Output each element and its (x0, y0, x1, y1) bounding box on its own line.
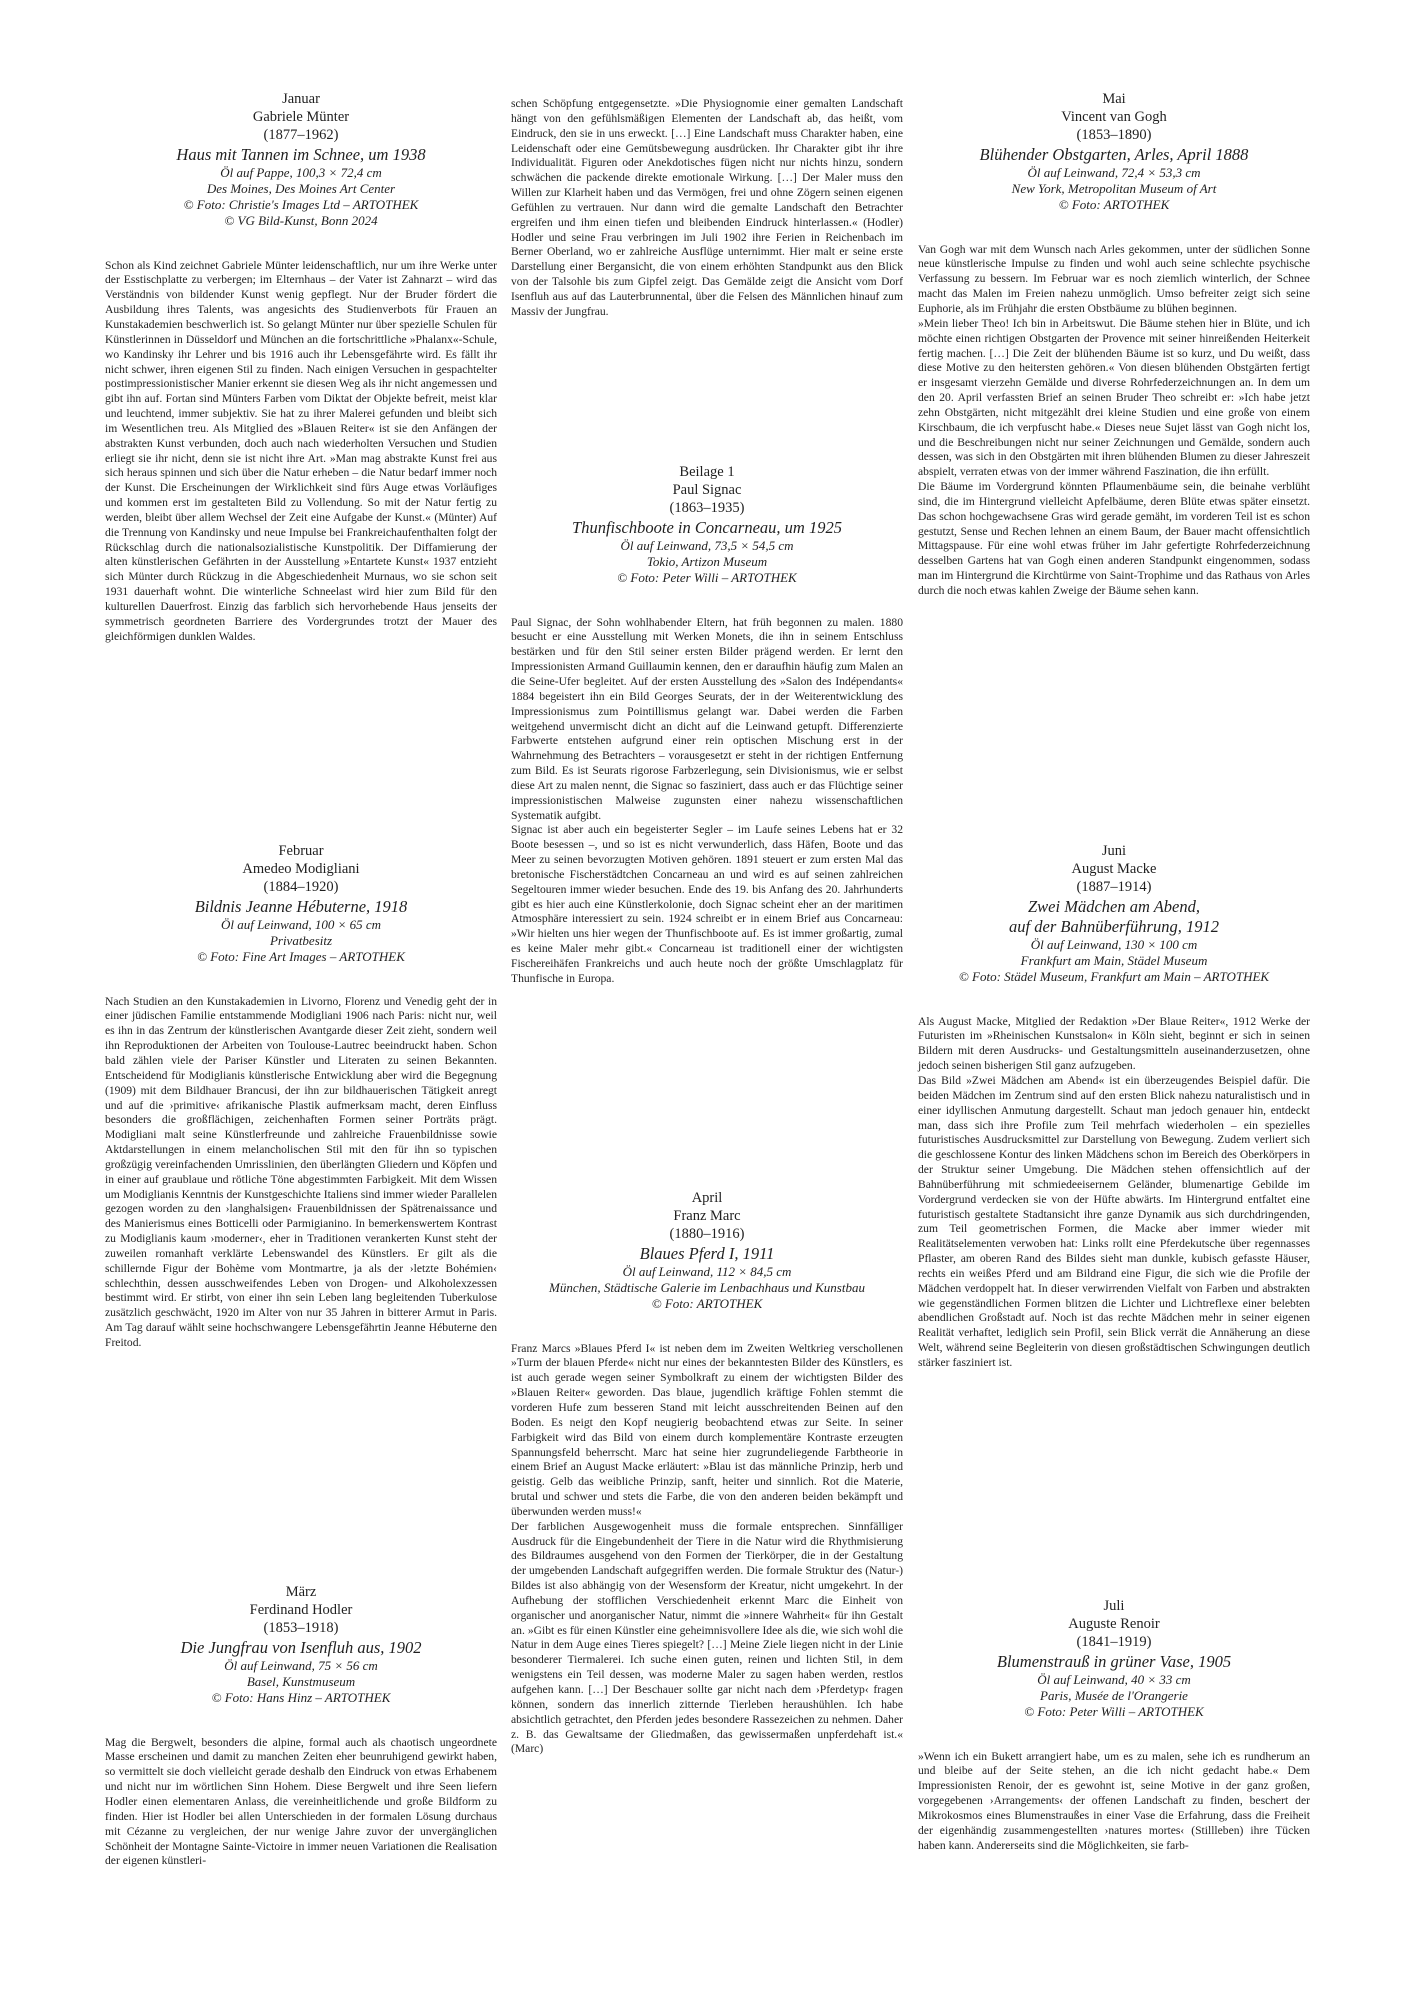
month-label: Beilage 1 (679, 464, 735, 480)
artwork-medium: Öl auf Leinwand, 73,5 × 54,5 cm (620, 537, 794, 553)
artist-years: (1841–1919) (1076, 1634, 1152, 1651)
artwork-location: Privatbesitz (269, 932, 333, 948)
paragraph: Schon als Kind zeichnet Gabriele Münter leidenschaftlich, nur um ihre Werke unter der Esstischplatte zu verbergen; im Elternhaus – der Vater ist Zahnarzt – wird das Verständnis von bildender Kunst wenig gepflegt. Nur der Bruder fördert die Ausbildung ihres Talents, was angesichts des Studienverbots für Frauen an Kunstakademien beschwerlich ist. So gelangt Münter nur über spezielle Schulen für Künstlerinnen in Düsseldorf und München an die fortschrittliche »Phalanx«-Schule, wo Kandinsky ihr Lehrer und bis 1916 auch ihr Lebensgefährte wird. Es fällt ihr nicht schwer, ihren eigenen Stil zu finden. Nach einigen Versuchen in gespachtelter postimpressionistischer Manier erkennt sie diesen Weg als ihr nicht angemessen und gibt ihn auf. Fortan sind Münters Farben vom Diktat der Objekte befreit, meist klar und leuchtend, immer subjektiv. Sie hat zu ihrer Malerei gefunden und bleibt sich im Wesentlichen treu. Als Mitglied des »Blauen Reiter« ist sie den Anfängen der abstrakten Kunst verbunden, doch auch nach wiederholten Versuchen und Studien erliegt sie ihr nicht, denn sie ist nicht ihre Art. »Man mag abstrakte Kunst frei aus sich heraus spinnen und sich über die Natur erheben – die Natur bedarf immer noch der Kunst. Die Erscheinungen der Wirklichkeit sind fürs Auge etwas Vorläufiges und kommen erst im gestalteten Bild zu Vollendung. So mit der Natur fertig zu werden, bleibt über allem Wechsel der Zeit eine Aufgabe der Kunst.« (Münter) Auf die Trennung von Kandinsky und neue Impulse bei Frankreichaufenthalten folgt der Rückschlag durch die nationalsozialistische Kunstpolitik. Der Diffamierung der alten künstlerischen Gefährten in der Ausstellung »Entartete Kunst« 1937 entzieht sich Münter durch Rückzug in die Abgeschiedenheit Murnaus, wo sie schon seit 1931 dauerhaft wohnt. Die winterliche Schneelast wird hier zum Bild für den kulturellen Dauerfrost. Einzig das farblich sich hervorhebende Haus jenseits der symmetrisch geordneten Barriere des Vordergrundes trotzt der Mauer des gleichförmigen dunklen Waldes. (105, 258, 497, 643)
artist-years: (1880–1916) (669, 1226, 745, 1243)
paragraph: Das Bild »Zwei Mädchen am Abend« ist ein überzeugendes Beispiel dafür. Die beiden Mädchen im Zentrum sind auf den ersten Blick nahezu naturalistisch und in einer idyllischen Anmutung dargestellt. Schaut man jedoch genauer hin, entdeckt man, dass sich ihre Profile zum Teil mehrfach wiederholen – ein spezielles futuristisches Ausdrucksmittel zur Darstellung von Bewegung. Zudem verliert sich die geschlossene Kontur des linken Mädchens schon im Bereich des Oberkörpers in der Struktur seiner Umgebung. Die Mädchen stehen offensichtlich auf der Bahnüberführung mit schmiedeeisernem Geländer, blumenartige Gebilde im Vordergrund verdecken sie von der Hüfte abwärts. Im Hintergrund entfaltet eine futuristisch gestaltete Stadtansicht ihre ganze Dynamik aus sich durchdringenden, zum Teil geometrischen Formen, die Macke aber immer wieder mit Realitätselementen verwoben hat: Links rollt eine Pferdekutsche über regennasses Pflaster, am oberen Rand des Bildes sieht man dunkle, kubisch gefasste Häuser, rechts ein weißes Pferd und am Bildrand eine Figur, die sich wie die Profile der Mädchen verdoppelt hat. In dieser verwirrenden Vielfalt von Farben und abstrakten wie gegenständlichen Formen blitzen die Lichter und Lichtreflexe einer belebten abendlichen Großstadt auf. Noch ist das rechte Mädchen mehr in seiner eigenen Realität verhaftet, lediglich sein Profil, sein Blick verrät die Annäherung an diese Welt, während seine Begleiterin von diesen großstädtischen Schwingungen deutlich stärker fasziniert ist. (918, 1073, 1310, 1370)
entry-april (511, 1189, 903, 1757)
entry-text (105, 995, 497, 1351)
entry-text (511, 1342, 903, 1758)
month-label: Januar (282, 91, 320, 107)
entry-header (511, 463, 903, 586)
copyright-credit: © VG Bild-Kunst, Bonn 2024 (224, 212, 378, 228)
artwork-medium: Öl auf Leinwand, 40 × 33 cm (1037, 1671, 1191, 1687)
month-label: Februar (278, 843, 324, 859)
artwork-medium: Öl auf Leinwand, 72,4 × 53,3 cm (1027, 164, 1201, 180)
artwork-medium: Öl auf Leinwand, 130 × 100 cm (1030, 936, 1198, 952)
entry-juni (918, 842, 1310, 1371)
photo-credit: © Foto: Städel Museum, Frankfurt am Main – ARTOTHEK (958, 968, 1270, 984)
paragraph: schen Schöpfung entgegensetzte. »Die Physiognomie einer gemalten Landschaft hängt von den gefühlsmäßigen Elementen der Landschaft ab, das heißt, vom Eindruck, den sie in uns erweckt. […] Eine Landschaft muss Charakter haben, eine Leidenschaft oder eine Gemütsbewegung ausdrücken. Ihr Charakter gibt ihr ihre Individualität. Figuren oder Anekdotisches fügen nicht nur nichts hinzu, sondern schwächen die packende direkte emotionale Wirkung. […] Der Maler muss den Willen zur Klarheit haben und das Vermögen, frei und ohne Zögern seinen eigenen Gefühlen zu vertrauen. Nur dann wird die gemalte Landschaft den Betrachter ergreifen und ihm einen tiefen und bleibenden Eindruck hinterlassen.« (Hodler) Hodler und seine Frau verbringen im Juli 1902 ihre Ferien in Reichenbach im Berner Oberland, wo er zahlreiche Ausflüge unternimmt. Hier malt er seine erste Darstellung einer Bergansicht, die von einem erhöhten Standpunkt aus den Blick von der Talsohle bis zum Gipfel zeigt. Das Gemälde zeigt die Ansicht vom Dorf Isenfluh aus auf das Lauterbrunnental, über die Felsen des Männlichen hinauf zum Massiv der Jungfrau. (511, 97, 903, 318)
artist-name: Auguste Renoir (1068, 1616, 1160, 1633)
entry-juli (918, 1597, 1310, 1854)
entry-februar (105, 842, 497, 1351)
paragraph: Signac ist aber auch ein begeisterter Segler – im Laufe seines Lebens hat er 32 Boote besessen –, und so ist es nicht verwunderlich, dass Häfen, Boote und das Meer zu seinen bevorzugten Motiven gehören. 1891 steuert er zum ersten Mal das bretonische Fischerstädtchen Concarneau an und wird es auf seinen zahlreichen Segeltouren immer wieder besuchen. Ende des 19. bis Anfang des 20. Jahrhunderts gibt es hier auch eine Künstlerkolonie, doch Signac scheint eher an der maritimen Atmosphäre interessiert zu sein. 1924 schreibt er in einem Brief aus Concarneau: »Wir hielten uns hier wegen der Thunfischboote auf. Es ist immer großartig, zumal es keine Maler mehr gibt.« Concarneau ist traditionell einer der wichtigsten Fischereihäfen Frankreichs und auch heute noch der größte Umschlagplatz für Thunfische in Europa. (511, 823, 903, 985)
entry-maerz (105, 1583, 497, 1869)
artist-name: Franz Marc (673, 1208, 741, 1225)
photo-credit: © Foto: ARTOTHEK (651, 1295, 763, 1311)
entry-text-continued (511, 97, 903, 320)
entry-beilage (511, 463, 903, 987)
entry-header (105, 842, 497, 965)
entry-header (918, 1597, 1310, 1720)
artwork-location: Basel, Kunstmuseum (246, 1673, 356, 1689)
paragraph: »Mein lieber Theo! Ich bin in Arbeitswut. Die Bäume stehen hier in Blüte, und ich möchte einen richtigen Obstgarten der Provence mit seiner hinreißenden Heiterkeit fertig machen. […] Die Zeit der blühenden Bäume ist so kurz, und Du weißt, dass diese Motive zu den heitersten gehören.« Von diesen blühenden Obstgärten fertigt er insgesamt vierzehn Gemälde und diverse Rohrfederzeichnungen an. In dem um den 20. April verfassten Brief an seinen Bruder Theo schreibt er: »Ich habe jetzt zehn Obstgärten, nicht mitgezählt drei kleine Studien und eine große von einem Kirschbaum, die ich verpfuscht habe.« Dieses neue Sujet lässt van Gogh nicht los, und die Beschreibungen nicht nur seiner Zeichnungen und Gemälde, sondern auch dessen, was sich in den Obstgärten mit ihren blühenden Blumen zu dieser Jahreszeit abspielt, verraten etwas von der immer während Faszination, die ihn erfüllt. (918, 316, 1310, 479)
artist-years: (1877–1962) (263, 127, 339, 144)
artwork-location: Tokio, Artizon Museum (646, 553, 768, 569)
entry-text (105, 259, 497, 645)
photo-credit: © Foto: ARTOTHEK (1058, 196, 1170, 212)
photo-credit: © Foto: Fine Art Images – ARTOTHEK (197, 948, 405, 964)
artist-name: August Macke (1071, 861, 1157, 878)
month-label: Juni (1101, 843, 1127, 859)
artwork-location: New York, Metropolitan Museum of Art (1011, 180, 1217, 196)
artwork-title: Thunfischboote in Concarneau, um 1925 (572, 517, 842, 537)
photo-credit: © Foto: Hans Hinz – ARTOTHEK (211, 1689, 391, 1705)
artwork-location: München, Städtische Galerie im Lenbachhaus und Kunstbau (549, 1279, 865, 1295)
artist-name: Amedeo Modigliani (242, 861, 360, 878)
artwork-location: Des Moines, Des Moines Art Center (206, 180, 396, 196)
artwork-medium: Öl auf Leinwand, 112 × 84,5 cm (622, 1263, 792, 1279)
entry-header (105, 90, 497, 229)
artist-name: Ferdinand Hodler (249, 1602, 353, 1619)
paragraph: Der farblichen Ausgewogenheit muss die formale entsprechen. Sinnfälliger Ausdruck für die Eingebundenheit der Tiere in die Natur wird die Rhythmisierung des Bildraumes ausgehend von den Formen der Tierkörper, die in der Gestaltung der umgebenden Landschaft aufgegriffen werden. Die formale Struktur des (Natur-) Bildes ist also abhängig von der Wesensform der Kreatur, nicht umgekehrt. In der Aufhebung der stofflichen Verschiedenheit erkennt Marc die Einheit von organischer und anorganischer Natur, nimmt die »innere Wahrheit« für ihn Gestalt an. »Gibt es für einen Künstler eine geheimnisvollere Idee als die, wie sich wohl die Natur in dem Auge eines Tieres spiegelt? […] Meine Ziele liegen nicht in der Linie besonderer Tiermalerei. Ich suche einen guten, reinen und lichten Stil, in dem wenigstens ein Teil dessen, was moderne Maler zu sagen haben werden, restlos aufgehen kann. […] Der Beschauer sollte gar nicht nach dem ›Pferdetyp‹ fragen können, sondern das innerlich zitternde Tierleben heraushühlen. Ich habe absichtlich getrachtet, den Pferden jedes besondere Rassezeichen zu nehmen. Daher z. B. das Gewaltsame der Gliedmaßen, das gewissermaßen unpferdehaft ist.« (Marc) (511, 1519, 903, 1756)
entry-text (918, 1750, 1310, 1854)
artwork-title: Bildnis Jeanne Hébuterne, 1918 (194, 896, 408, 916)
entry-mai (918, 90, 1310, 599)
entry-header (918, 842, 1310, 985)
artist-years: (1884–1920) (263, 879, 339, 896)
paragraph: Mag die Bergwelt, besonders die alpine, formal auch als chaotisch ungeordnete Masse erscheinen und damit zu manchen Zeiten eher beunruhigend gewirkt haben, so vermittelt sie doch vielleicht gerade deshalb den Eindruck von etwas Erhabenem und nicht nur im wörtlichen Sinn Hohem. Diese Bergwelt und ihre Seen liefern Hodler einen elementaren Anlass, die vereinheitlichende und große Bildform zu finden. Hier ist Hodler bei allen Unterschieden in der formalen Lösung durchaus mit Cézanne zu vergleichen, der nur wenige Jahre zuvor der unvergänglichen Schönheit der Montagne Sainte-Victoire in immer neuen Variationen die Realisation der eigenen künstleri- (105, 1735, 497, 1868)
artwork-title: Blumenstrauß in grüner Vase, 1905 (996, 1651, 1232, 1671)
artist-years: (1853–1890) (1076, 127, 1152, 144)
artwork-medium: Öl auf Leinwand, 100 × 65 cm (220, 916, 382, 932)
paragraph: »Wenn ich ein Bukett arrangiert habe, um es zu malen, sehe ich es rundherum an und bleibe auf der Seite stehen, an die ich nicht gedacht habe.« Dem Impressionisten Renoir, der es gewohnt ist, seine Motive in der ganz großen, vorgegebenen ›Arrangements‹ der offenen Landschaft zu finden, beschert der Mikrokosmos eines Blumenstraußes in einer Vase die Erfahrung, dass die Freiheit der eigenhändig zusammengestellten ›natures mortes‹ (Stillleben) ihre Tücken haben kann. Andererseits sind die Möglichkeiten, sie farb- (918, 1749, 1310, 1852)
entry-januar (105, 90, 497, 645)
paragraph: Als August Macke, Mitglied der Redaktion »Der Blaue Reiter«, 1912 Werke der Futuristen im »Rheinischen Kunstsalon« in Köln sieht, beginnt er sich in seinen Bildern mit deren Ausdrucks- und Gestaltungsmitteln auseinanderzusetzen, ohne jedoch seinen bisherigen Stil ganz aufzugeben. (918, 1014, 1310, 1073)
artwork-title: Zwei Mädchen am Abend, (1027, 896, 1200, 916)
artwork-title: Blühender Obstgarten, Arles, April 1888 (979, 144, 1249, 164)
artwork-medium: Öl auf Leinwand, 75 × 56 cm (224, 1657, 378, 1673)
paragraph: Paul Signac, der Sohn wohlhabender Eltern, hat früh begonnen zu malen. 1880 besucht er eine Ausstellung mit Werken Monets, die ihn in seinem Entschluss bestärken und für den Stil seiner ersten Bilder prägend werden. Er lernt den Impressionisten Armand Guillaumin kennen, den er daraufhin häufig zum Malen an die Seine-Ufer begleitet. Auf der ersten Ausstellung des »Salon des Indépendants« 1884 begeistert ihn ein Bild Georges Seurats, der in der Weiterentwicklung des Impressionismus zum Pointillismus gelangt war. Dabei werden die Farben weitgehend unvermischt dicht an dicht auf die Leinwand getupft. Differenzierte Farbwerte entstehen aufgrund einer rein optischen Mischung erst in der Wahrnehmung des Betrachters – vorausgesetzt er steht in der richtigen Entfernung zum Bild. Es ist Seurats rigorose Farbzerlegung, sein Divisionismus, wie er selbst diese Art zu malen nennt, die Signac so fasziniert, dass auch er das Flüchtige seiner impressionistischen Malweise zugunsten einer nahezu wissenschaftlichen Systematik aufgibt. (511, 615, 903, 822)
entry-maerz-continuation (511, 97, 903, 320)
artwork-medium: Öl auf Pappe, 100,3 × 72,4 cm (220, 164, 382, 180)
paragraph: Franz Marcs »Blaues Pferd I« ist neben dem im Zweiten Weltkrieg verschollenen »Turm der blauen Pferde« nicht nur eines der bekanntesten Bilder des Künstlers, es ist auch gerade wegen seiner Symbolkraft zu einem der wichtigsten Bilder des »Blauen Reiter« geworden. Das blaue, jugendlich kräftige Fohlen stemmt die vorderen Hufe zum besseren Stand mit leicht ausschreitenden Beinen auf den Boden. Es neigt den Kopf neugierig beobachtend etwas zur Seite. In seiner Farbigkeit wird das Bild von einem durch komplementäre Kontraste erzeugten Spannungsfeld beherrscht. Marc hat seine hier zugrundeliegende Farbtheorie in einem Brief an August Macke erläutert: »Blau ist das männliche Prinzip, herb und geistig. Gelb das weibliche Prinzip, sanft, heiter und sinnlich. Rot die Materie, brutal und schwer und stets die Farbe, die von den anderen beiden bekämpft und überwunden werden muss!« (511, 1341, 903, 1518)
entry-text (918, 243, 1310, 599)
artist-name: Paul Signac (672, 482, 742, 499)
paragraph: Van Gogh war mit dem Wunsch nach Arles gekommen, unter der südlichen Sonne neue künstlerische Impulse zu finden und wohl auch seine schlechte psychische Verfassung zu bessern. Im Februar war es noch ziemlich winterlich, der Schnee macht das Malen im Freien nahezu unmöglich. Umso befreiter zeigt sich seine Euphorie, als im Frühjahr die ersten Obstbäume zu blühen beginnen. (918, 242, 1310, 315)
artist-years: (1863–1935) (669, 500, 745, 517)
artist-years: (1853–1918) (263, 1620, 339, 1637)
artist-years: (1887–1914) (1076, 879, 1152, 896)
month-label: März (285, 1584, 317, 1600)
artist-name: Vincent van Gogh (1061, 109, 1167, 126)
artwork-location: Frankfurt am Main, Städel Museum (1020, 952, 1208, 968)
artist-name: Gabriele Münter (252, 109, 350, 126)
photo-credit: © Foto: Peter Willi – ARTOTHEK (1024, 1703, 1204, 1719)
entry-header (511, 1189, 903, 1312)
entry-header (105, 1583, 497, 1706)
paragraph: Nach Studien an den Kunstakademien in Livorno, Florenz und Venedig geht der in einer jüdischen Familie entstammende Modigliani 1906 nach Paris: nicht nur, weil es ihn in das Zentrum der künstlerischen Avantgarde dieser Zeit zieht, sondern weil ihn Reproduktionen der Arbeiten von Toulouse-Lautrec beeindruckt haben. Schon bald zählen viele der Pariser Künstler und Literaten zu seinen Bekannten. Entscheidend für Modiglianis künstlerische Entwicklung aber wird die Begegnung (1909) mit dem Bildhauer Brancusi, der ihn zur bildhauerischen Tätigkeit anregt und auf die ›primitive‹ afrikanische Plastik aufmerksam macht, deren Einfluss besonders die großflächigen, zeichenhaften Formen seiner Porträts prägt. Modigliani malt seine Künstlerfreunde und zahlreiche Frauenbildnisse sowie Aktdarstellungen in einem melancholischen Stil mit den für ihn so typischen großzügig vereinfachenden Umrisslinien, den überlängten Gliedern und Köpfen und in einer auf graublaue und rötliche Töne abgestimmten Farbigkeit. Mit dem Wissen um Modiglianis Kenntnis der Kunstgeschichte Italiens sind immer wieder Parallelen gezogen worden zu den ›langhalsigen‹ Frauenbildnissen der Spätrenaissance und des Manierismus eines Botticelli oder Parmigianino. In bemerkenswertem Kontrast zu Modiglianis kaum ›moderner‹, eher in Traditionen verankerten Kunst steht der zuweilen romanhaft verklärte Lebenswandel des Künstlers. Er gilt als die schillernde Figur der Bohème vom Montmartre, ja als der ›letzte Bohémien‹ schlechthin, dessen ausschweifendes Leben von Drogen- und Alkoholexzessen bestimmt wird. Er stirbt, von einer ihn sein Leben lang begleitenden Tuberkulose zusätzlich geschwächt, 1920 im Alter von nur 35 Jahren in bitterer Armut in Paris. Am Tag darauf wählt seine hochschwangere Lebensgefährtin Jeanne Hébuterne den Freitod. (105, 994, 497, 1350)
artwork-title: Haus mit Tannen im Schnee, um 1938 (176, 144, 426, 164)
artwork-title: Die Jungfrau von Isenfluh aus, 1902 (180, 1637, 422, 1657)
month-label: Juli (1103, 1598, 1125, 1614)
paragraph: Die Bäume im Vordergrund könnten Pflaumenbäume sein, die beinahe verblüht sind, die im Hintergrund vielleicht Apfelbäume, deren Blüte etwas später einsetzt. Das schon hochgewachsene Gras wird gerade gemäht, im vorderen Teil ist es schon gestutzt, Sense und Rechen lehnen an einem Baum, der Bauer macht offensichtlich Mittagspause. Für eine wohl etwas früher im Jahr gefertigte Rohrfederzeichnung desselben Gartens hat van Gogh einen anderen Standpunkt eingenommen, sodass man im Hintergrund die Kirchtürme von Saint-Trophime und das Rathaus von Arles durch die noch etwas kahlen Zweige der Bäume sehen kann. (918, 480, 1310, 598)
entry-text (511, 616, 903, 987)
artwork-location: Paris, Musée de l'Orangerie (1040, 1687, 1188, 1703)
entry-text (918, 1015, 1310, 1371)
artwork-title-line2: auf der Bahnüberführung, 1912 (1009, 916, 1219, 936)
artwork-title: Blaues Pferd I, 1911 (639, 1243, 775, 1263)
entry-text (105, 1736, 497, 1870)
photo-credit: © Foto: Peter Willi – ARTOTHEK (617, 569, 797, 585)
photo-credit: © Foto: Christie's Images Ltd – ARTOTHEK (183, 196, 419, 212)
entry-header (918, 90, 1310, 213)
month-label: April (691, 1190, 723, 1206)
month-label: Mai (1102, 91, 1126, 107)
